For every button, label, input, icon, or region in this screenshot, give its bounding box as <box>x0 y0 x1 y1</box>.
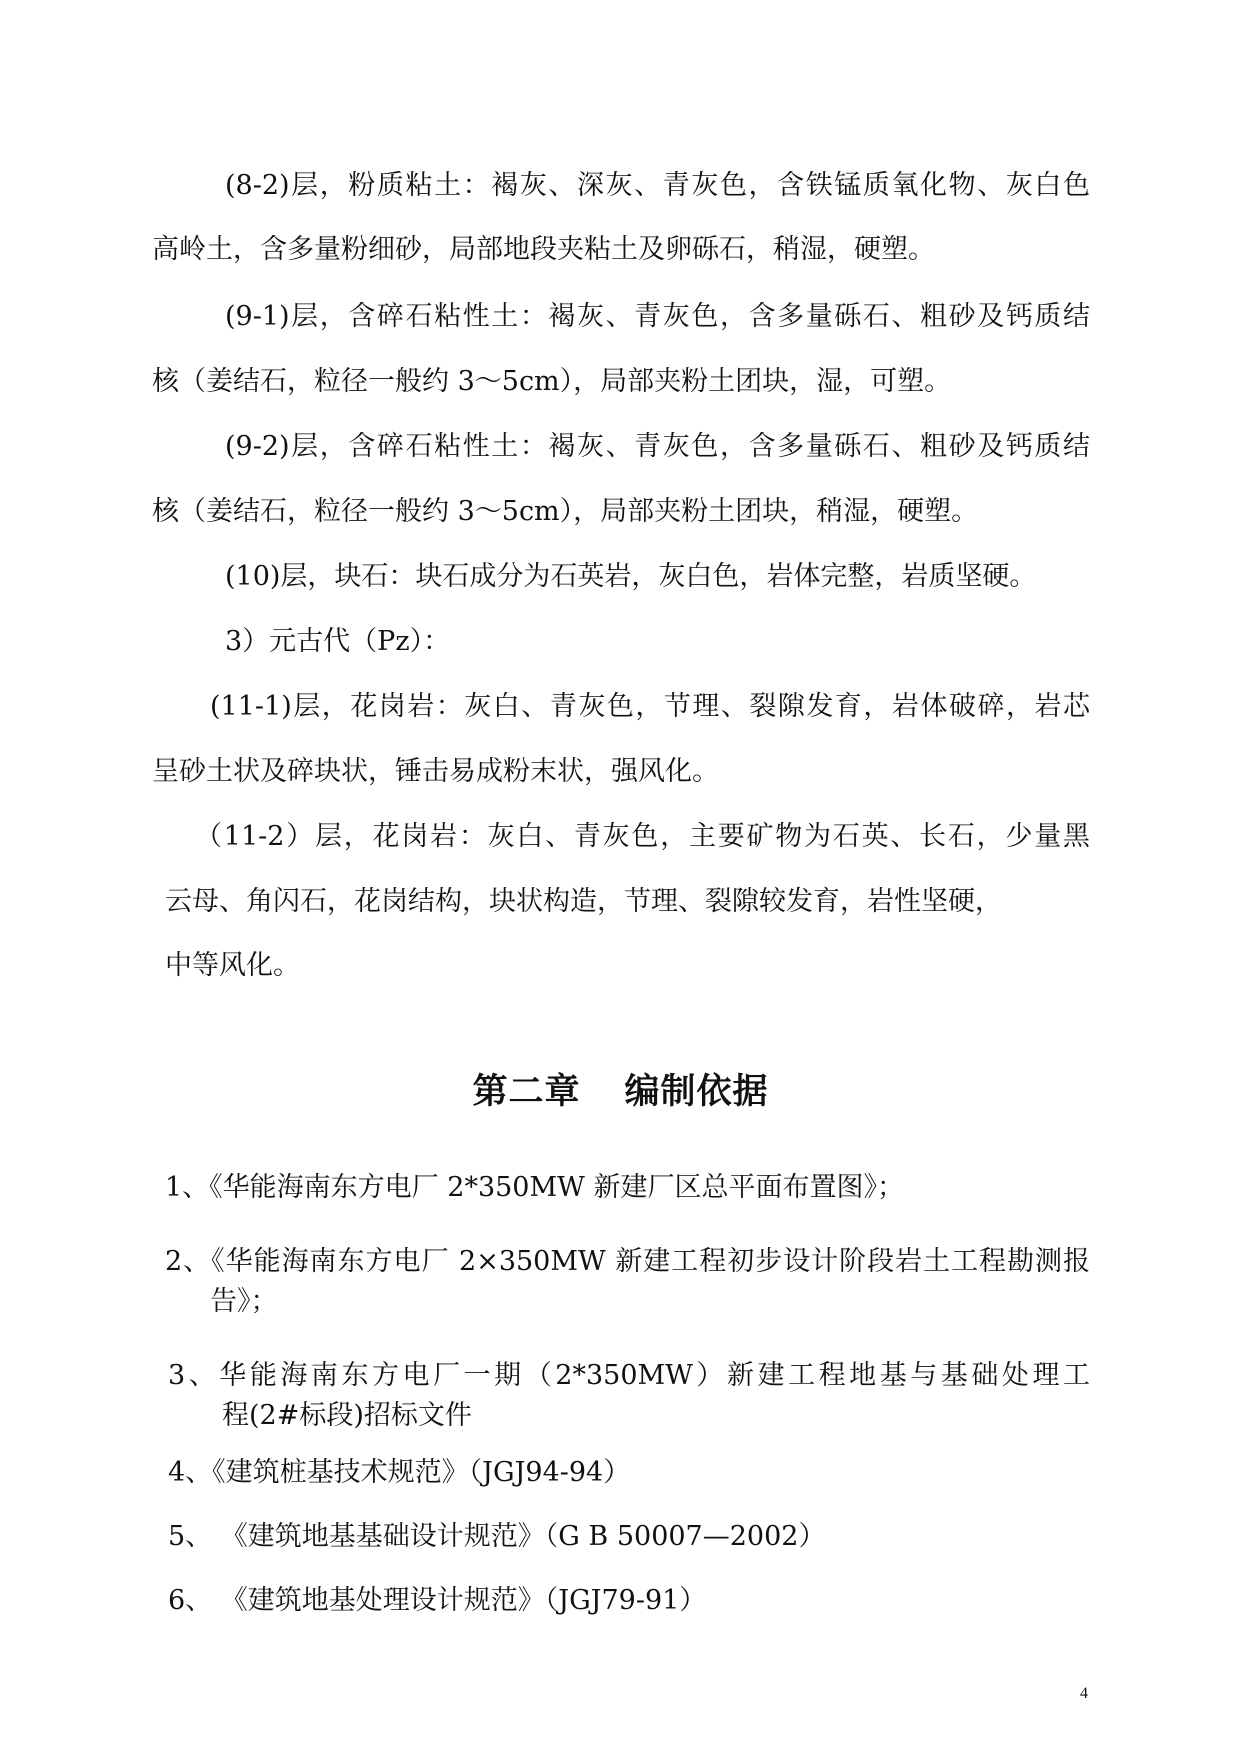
chapter-title: 编制依据 <box>624 1072 769 1112</box>
page-number: 4 <box>1080 1685 1088 1702</box>
reference-item-2-line-2: 告》； <box>210 1286 278 1317</box>
paragraph-layer-9-1-line-2: 核（姜结石，粒径一般约 3～5cm），局部夹粉土团块，湿，可塑。 <box>152 366 952 397</box>
paragraph-layer-11-2-line-1: （11-2）层，花岗岩：灰白、青灰色，主要矿物为石英、长石，少量黑 <box>195 821 1090 852</box>
paragraph-layer-11-2-line-2: 云母、角闪石，花岗结构，块状构造，节理、裂隙较发育，岩性坚硬， <box>165 886 1002 917</box>
paragraph-layer-11-1-line-2: 呈砂土状及碎块状，锤击易成粉末状，强风化。 <box>152 756 719 787</box>
reference-item-2-line-1: 2、《华能海南东方电厂 2×350MW 新建工程初步设计阶段岩土工程勘测报 <box>165 1246 1090 1277</box>
paragraph-layer-9-2-line-1: (9-2)层，含碎石粘性土：褐灰、青灰色，含多量砾石、粗砂及钙质结 <box>225 431 1090 462</box>
reference-item-1: 1、《华能海南东方电厂 2*350MW 新建厂区总平面布置图》； <box>165 1172 904 1203</box>
section-heading-3: 3）元古代（Pz）： <box>225 626 451 657</box>
reference-item-4: 4、《建筑桩基技术规范》（JGJ94-94） <box>168 1457 631 1488</box>
paragraph-layer-8-2-line-1: (8-2)层，粉质粘土：褐灰、深灰、青灰色，含铁锰质氧化物、灰白色 <box>225 170 1090 201</box>
paragraph-layer-8-2-line-2: 高岭土，含多量粉细砂，局部地段夹粘土及卵砾石，稍湿，硬塑。 <box>152 234 935 265</box>
reference-item-3-line-1: 3、华能海南东方电厂一期（2*350MW）新建工程地基与基础处理工 <box>168 1360 1090 1391</box>
paragraph-layer-11-1-line-1: (11-1)层，花岗岩：灰白、青灰色，节理、裂隙发育，岩体破碎，岩芯 <box>210 691 1090 722</box>
paragraph-layer-11-2-line-3: 中等风化。 <box>165 950 300 981</box>
paragraph-layer-9-1-line-1: (9-1)层，含碎石粘性土：褐灰、青灰色，含多量砾石、粗砂及钙质结 <box>225 301 1090 332</box>
reference-item-5: 5、 《建筑地基基础设计规范》（G B 50007—2002） <box>168 1521 826 1552</box>
reference-item-3-line-2: 程(2#标段)招标文件 <box>222 1400 472 1431</box>
paragraph-layer-10: (10)层，块石：块石成分为石英岩，灰白色，岩体完整，岩质坚硬。 <box>225 561 1037 592</box>
chapter-heading <box>0 1070 1241 1114</box>
chapter-number: 第二章 <box>472 1072 581 1112</box>
reference-item-6: 6、 《建筑地基处理设计规范》（JGJ79-91） <box>168 1585 707 1616</box>
paragraph-layer-9-2-line-2: 核（姜结石，粒径一般约 3～5cm），局部夹粉土团块，稍湿，硬塑。 <box>152 496 979 527</box>
